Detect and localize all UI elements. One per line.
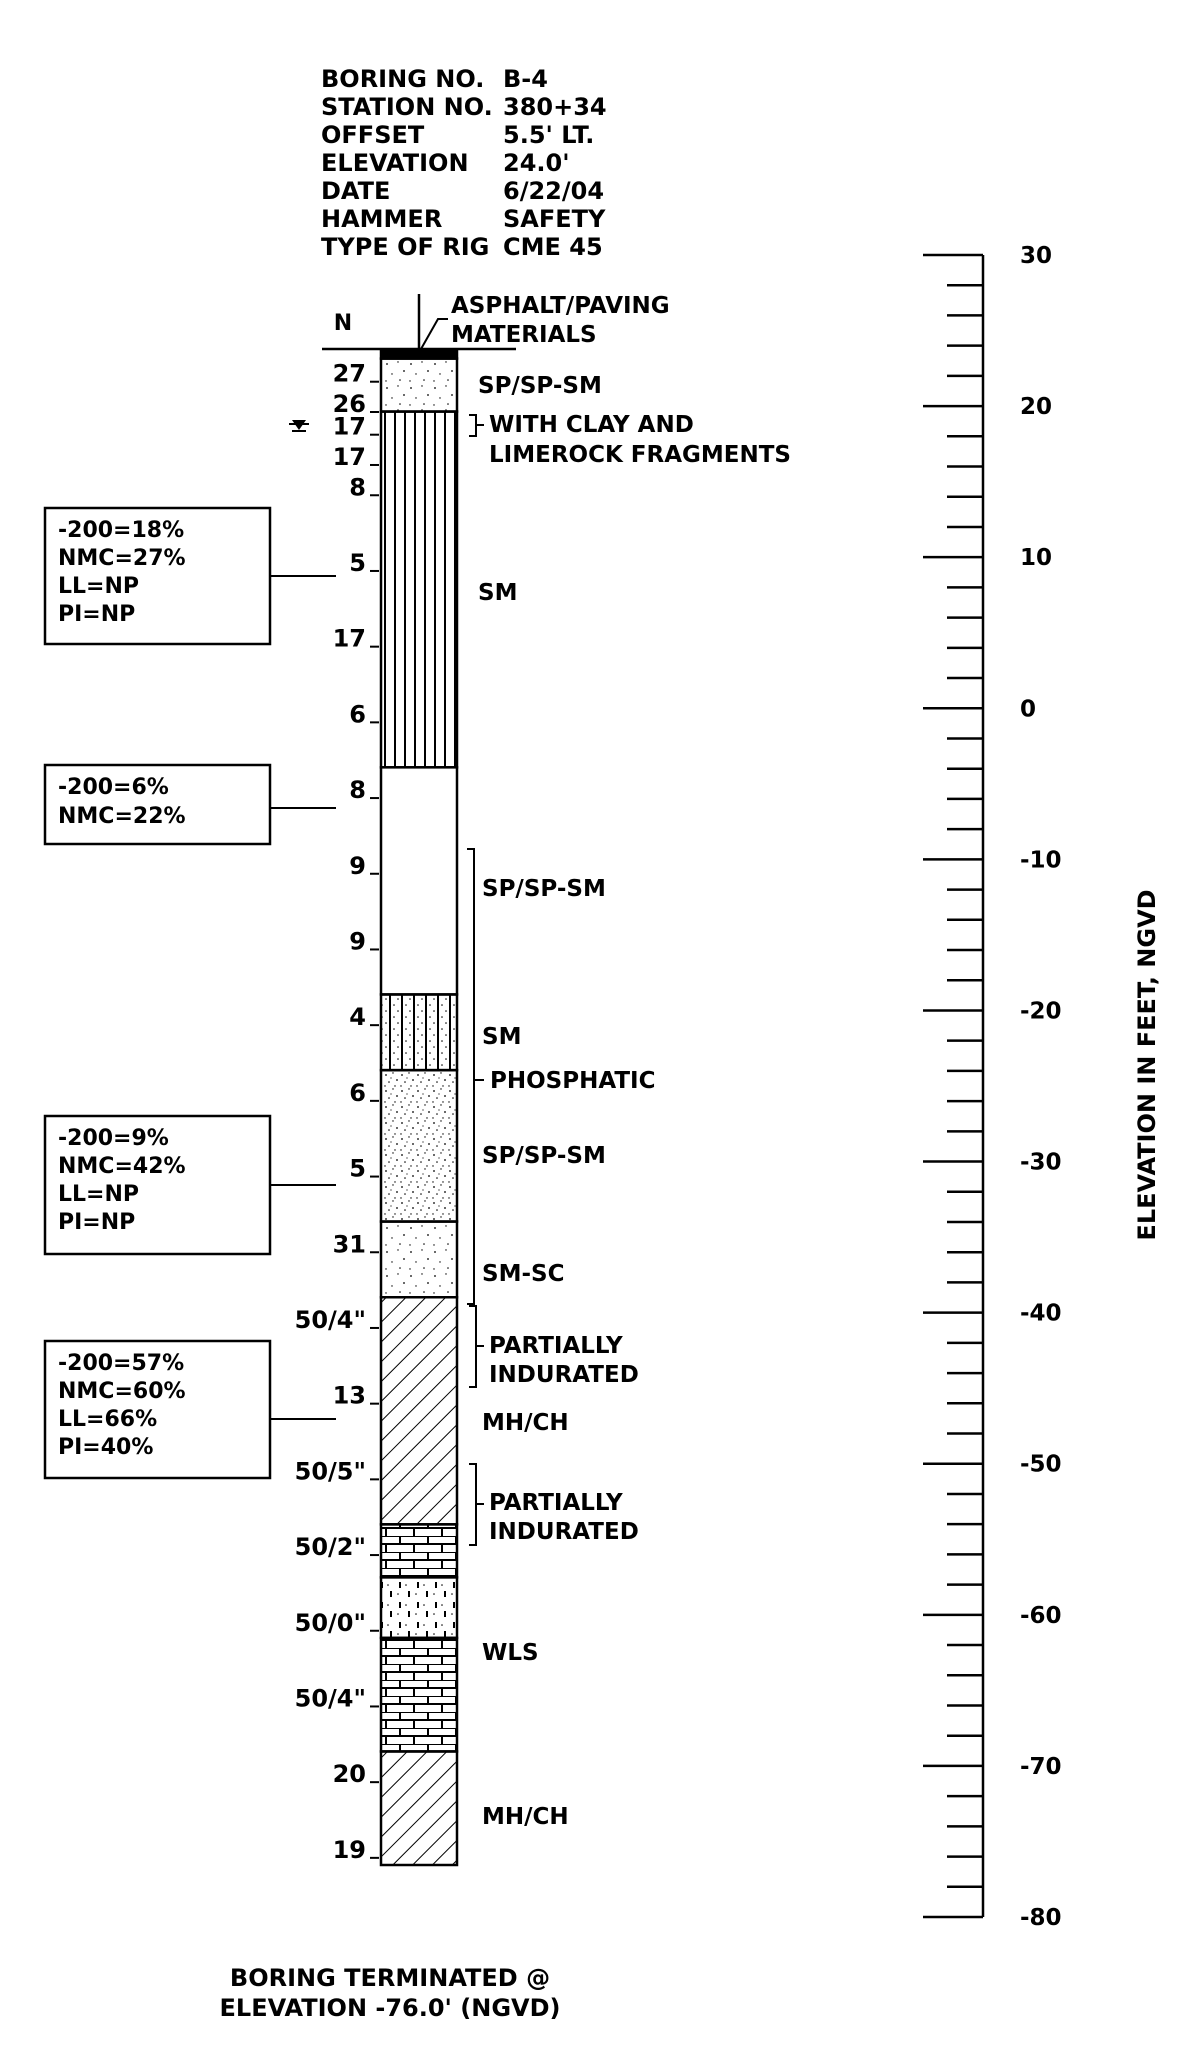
lab-box-3-line2: NMC=42%: [58, 1154, 186, 1179]
desc-clay-limerock: [469, 412, 791, 468]
layer-hatch: [381, 1751, 457, 1865]
header-label-boring-no: BORING NO.: [321, 65, 485, 93]
lab-box-1: [45, 508, 336, 644]
desc-phosphatic: PHOSPHATIC: [490, 1068, 656, 1094]
n-value: 6: [349, 1078, 366, 1107]
n-value: 20: [332, 1760, 366, 1789]
n-value: 8: [349, 473, 366, 502]
n-value: 9: [349, 927, 366, 956]
desc-partially-indurated-1-line2: INDURATED: [489, 1362, 639, 1388]
lab-box-3-line3: LL=NP: [58, 1182, 140, 1207]
layer-stipple: [381, 359, 457, 412]
layer-blank: [381, 767, 457, 994]
header-value-date: 6/22/04: [503, 177, 605, 205]
layer-hatch: [381, 1297, 457, 1524]
layer-brick: [381, 1524, 457, 1577]
desc-clay-limerock-line1: WITH CLAY AND: [489, 412, 694, 438]
desc-asphalt: [421, 293, 670, 349]
layer-stipple: [381, 1222, 457, 1298]
layer-vlines: [381, 412, 457, 768]
lab-box-1-line2: NMC=27%: [58, 546, 186, 571]
desc-mh-ch-1: MH/CH: [482, 1410, 569, 1436]
header-label-offset: OFFSET: [321, 121, 425, 149]
desc-partially-indurated-1-line1: PARTIALLY: [489, 1333, 623, 1359]
lab-box-2-line1: -200=6%: [58, 775, 169, 800]
n-value: 17: [332, 442, 366, 471]
header-label-date: DATE: [321, 177, 391, 205]
lab-results: [45, 508, 336, 1478]
n-value: 19: [332, 1835, 366, 1864]
scale-tick-label: -40: [1020, 1300, 1062, 1327]
desc-partially-indurated-1: [469, 1306, 639, 1388]
lab-box-4-line3: LL=66%: [58, 1407, 158, 1432]
n-value: 27: [332, 359, 366, 388]
scale-tick-label: 10: [1020, 545, 1053, 572]
scale-tick-label: 20: [1020, 394, 1053, 421]
desc-sp-sp-sm-3: SP/SP-SM: [482, 1143, 606, 1169]
n-value: 5: [349, 1154, 366, 1183]
lab-box-2-line2: NMC=22%: [58, 804, 186, 829]
lab-box-3: [45, 1116, 336, 1254]
elevation-scale: [923, 243, 1062, 1931]
header-value-boring-no: B-4: [503, 65, 548, 93]
lab-box-3-line4: PI=NP: [58, 1210, 136, 1235]
layer-vlines-stipple: [381, 994, 457, 1070]
footer-line-2: ELEVATION -76.0' (NGVD): [219, 1994, 561, 2022]
n-value: 17: [332, 624, 366, 653]
n-value: 17: [332, 412, 366, 441]
scale-tick-label: -10: [1020, 847, 1062, 874]
header-label-elevation: ELEVATION: [321, 149, 469, 177]
desc-asphalt-line2: MATERIALS: [451, 322, 597, 348]
lab-box-3-line1: -200=9%: [58, 1126, 169, 1151]
desc-sm-2: SM: [482, 1024, 522, 1050]
desc-partially-indurated-2-line2: INDURATED: [489, 1519, 639, 1545]
desc-mh-ch-2: MH/CH: [482, 1804, 569, 1830]
layer-ticks: [381, 1577, 457, 1638]
header-value-rig: CME 45: [503, 233, 603, 261]
scale-tick-label: 0: [1020, 696, 1037, 723]
n-value: 8: [349, 776, 366, 805]
boring-header: [321, 65, 607, 261]
n-column-label: N: [333, 311, 353, 336]
desc-sm-1: SM: [478, 580, 518, 606]
soil-column: [381, 351, 457, 1865]
lab-box-1-line3: LL=NP: [58, 574, 140, 599]
scale-tick-label: -20: [1020, 998, 1062, 1025]
desc-partially-indurated-2-line1: PARTIALLY: [489, 1490, 623, 1516]
desc-partially-indurated-2: [469, 1464, 639, 1545]
lab-box-2: [45, 765, 336, 844]
lab-box-4: [45, 1341, 336, 1478]
n-value: 9: [349, 851, 366, 880]
n-value: 50/2": [294, 1533, 366, 1562]
layer-stipple-dense: [381, 1070, 457, 1221]
lab-box-4-line2: NMC=60%: [58, 1379, 186, 1404]
n-value: 13: [332, 1381, 366, 1410]
groundwater-icon: [289, 420, 309, 431]
scale-tick-label: 30: [1020, 243, 1053, 269]
n-value: 26: [332, 389, 366, 418]
lab-box-1-line1: -200=18%: [58, 518, 185, 543]
header-value-offset: 5.5' LT.: [503, 121, 595, 149]
n-value: 6: [349, 700, 366, 729]
n-value: 50/0": [294, 1608, 366, 1637]
scale-tick-label: -80: [1020, 1905, 1062, 1931]
desc-sm-sc: SM-SC: [482, 1261, 565, 1287]
lab-box-4-line1: -200=57%: [58, 1351, 185, 1376]
header-label-station-no: STATION NO.: [321, 93, 493, 121]
n-value: 50/4": [294, 1305, 366, 1334]
desc-sp-sp-sm-1: SP/SP-SM: [478, 373, 602, 399]
n-values: [295, 360, 379, 1864]
scale-tick-label: -50: [1020, 1451, 1062, 1478]
footer-line-1: BORING TERMINATED @: [229, 1964, 551, 1992]
desc-asphalt-line1: ASPHALT/PAVING: [451, 293, 670, 319]
scale-tick-label: -60: [1020, 1602, 1062, 1629]
header-value-hammer: SAFETY: [503, 205, 606, 233]
header-label-rig: TYPE OF RIG: [321, 233, 490, 261]
lab-box-4-line4: PI=40%: [58, 1435, 154, 1460]
n-value: 4: [349, 1003, 366, 1032]
soil-descriptions: [421, 293, 791, 1830]
scale-tick-label: -70: [1020, 1753, 1062, 1780]
elevation-axis-label: ELEVATION IN FEET, NGVD: [1133, 889, 1161, 1241]
desc-sp-sp-sm-2: SP/SP-SM: [482, 876, 606, 902]
lab-box-1-line4: PI=NP: [58, 602, 136, 627]
layer-brick: [381, 1638, 457, 1752]
n-value: 5: [349, 548, 366, 577]
header-value-station-no: 380+34: [503, 93, 607, 121]
desc-sp-bracket: [467, 849, 474, 1304]
n-value: 50/5": [294, 1457, 366, 1486]
desc-clay-limerock-line2: LIMEROCK FRAGMENTS: [489, 442, 791, 468]
n-value: 31: [332, 1230, 366, 1259]
header-label-hammer: HAMMER: [321, 205, 443, 233]
scale-tick-label: -30: [1020, 1149, 1062, 1176]
header-value-elevation: 24.0': [503, 149, 570, 177]
n-value: 50/4": [294, 1684, 366, 1713]
desc-wls: WLS: [482, 1640, 539, 1666]
